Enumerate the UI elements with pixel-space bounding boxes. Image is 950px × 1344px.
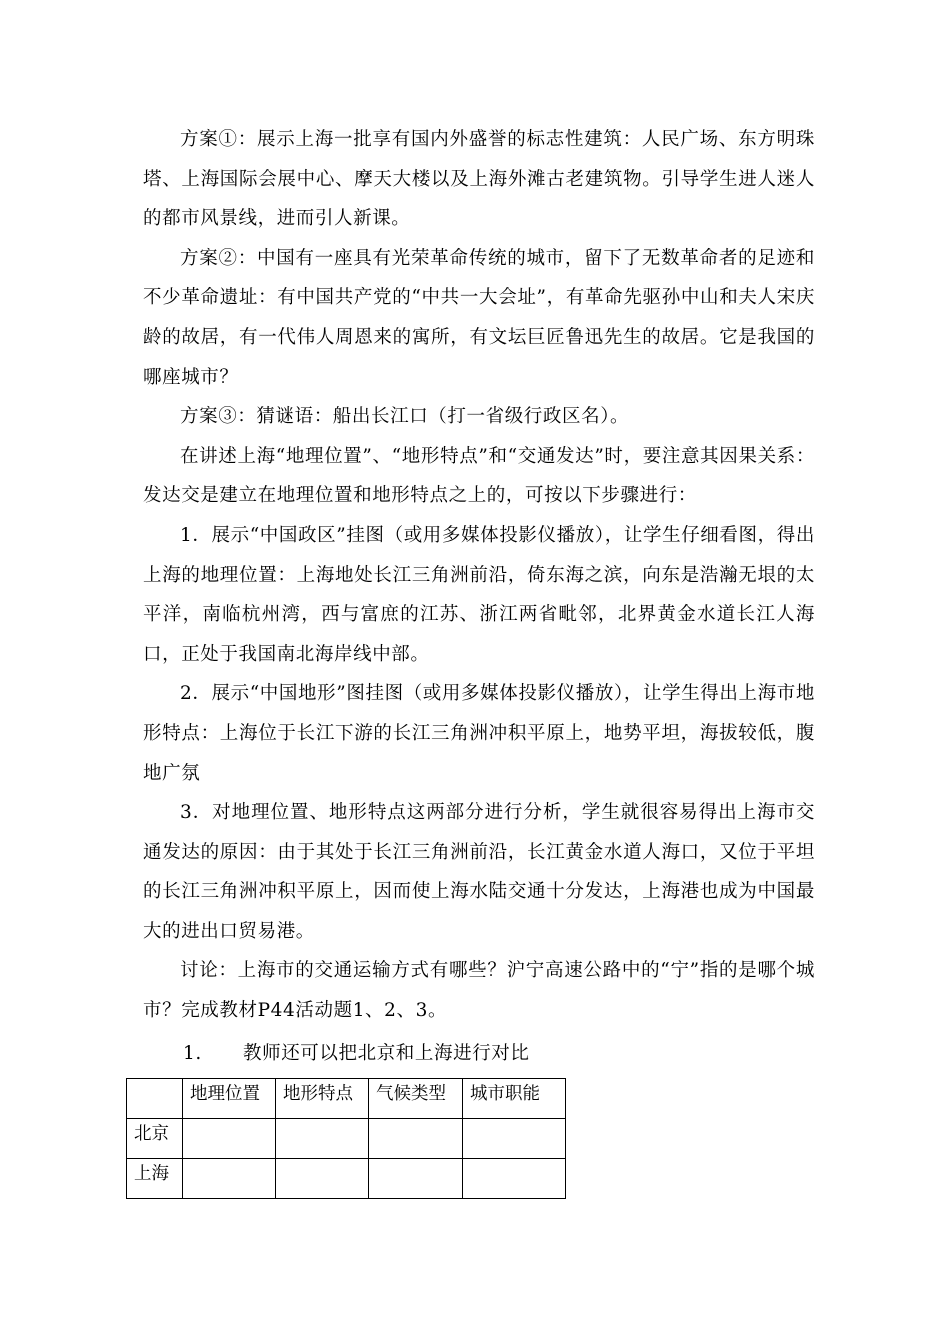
table-cell [183,1119,276,1159]
table-header-cell: 地形特点 [276,1079,369,1119]
paragraph-step-1: 1．展示“中国政区”挂图（或用多媒体投影仪播放），让学生仔细看图，得出上海的地理位置：上海地处长江三角洲前沿，倚东海之滨，向东是浩瀚无垠的太平洋，南临杭州湾，西与富庶的江苏、浙江两省毗邻，北界黄金水道长江人海口，正处于我国南北海岸线中部。 [143,524,815,665]
paragraph-plan-1: 方案①：展示上海一批享有国内外盛誉的标志性建筑：人民广场、东方明珠塔、上海国际会展中心、摩天大楼以及上海外滩古老建筑物。引导学生进人迷人的都市风景线，进而引人新课。 [143,129,815,230]
table-row [127,1159,566,1199]
paragraph-intro-steps: 在讲述上海“地理位置”、“地形特点”和“交通发达”时，要注意其因果关系：发达交是建立在地理位置和地形特点之上的，可按以下步骤进行： [143,445,815,507]
numbered-list-item [183,1034,530,1073]
table-cell [276,1119,369,1159]
row-label-cell: 上海 [127,1159,183,1199]
list-text: 教师还可以把北京和上海进行对比 [243,1043,530,1064]
paragraph-plan-3: 方案③：猜谜语：船出长江口（打一省级行政区名）。 [180,406,630,428]
table-row [127,1119,566,1159]
table-header-cell: 地理位置 [183,1079,276,1119]
table-cell [369,1159,463,1199]
table-cell [463,1119,566,1159]
table-cell [183,1159,276,1199]
paragraph-discussion: 讨论：上海市的交通运输方式有哪些？沪宁高速公路中的“宁”指的是哪个城市？完成教材P44活动题1、2、3。 [143,960,815,1022]
table-header-row [127,1079,566,1119]
paragraph-step-2: 2．展示“中国地形”图挂图（或用多媒体投影仪播放），让学生得出上海市地形特点：上海位于长江下游的长江三角洲冲积平原上，地势平坦，海拔较低，腹地广氛 [143,683,815,784]
table-cell [369,1119,463,1159]
paragraph-plan-2: 方案②：中国有一座具有光荣革命传统的城市，留下了无数革命者的足迹和不少革命遗址：有中国共产党的“中共一大会址”，有革命先驱孙中山和夫人宋庆龄的故居，有一代伟人周恩来的寓所，有文坛巨匠鲁迅先生的故居。它是我国的哪座城市？ [143,247,815,388]
paragraph-step-3: 3．对地理位置、地形特点这两部分进行分析，学生就很容易得出上海市交通发达的原因：由于其处于长江三角洲前沿，长江黄金水道人海口，又位于平坦的长江三角洲冲积平原上，因而使上海水陆交通十分发达，上海港也成为中国最大的进出口贸易港。 [143,802,815,942]
row-label-cell: 北京 [127,1119,183,1159]
table-cell [463,1159,566,1199]
table-header-cell: 城市职能 [463,1079,566,1119]
table-cell [276,1159,369,1199]
comparison-table [126,1078,566,1199]
body-text [143,120,815,1031]
table-header-cell [127,1079,183,1119]
table-header-cell: 气候类型 [369,1079,463,1119]
list-number: 1. [183,1043,202,1064]
